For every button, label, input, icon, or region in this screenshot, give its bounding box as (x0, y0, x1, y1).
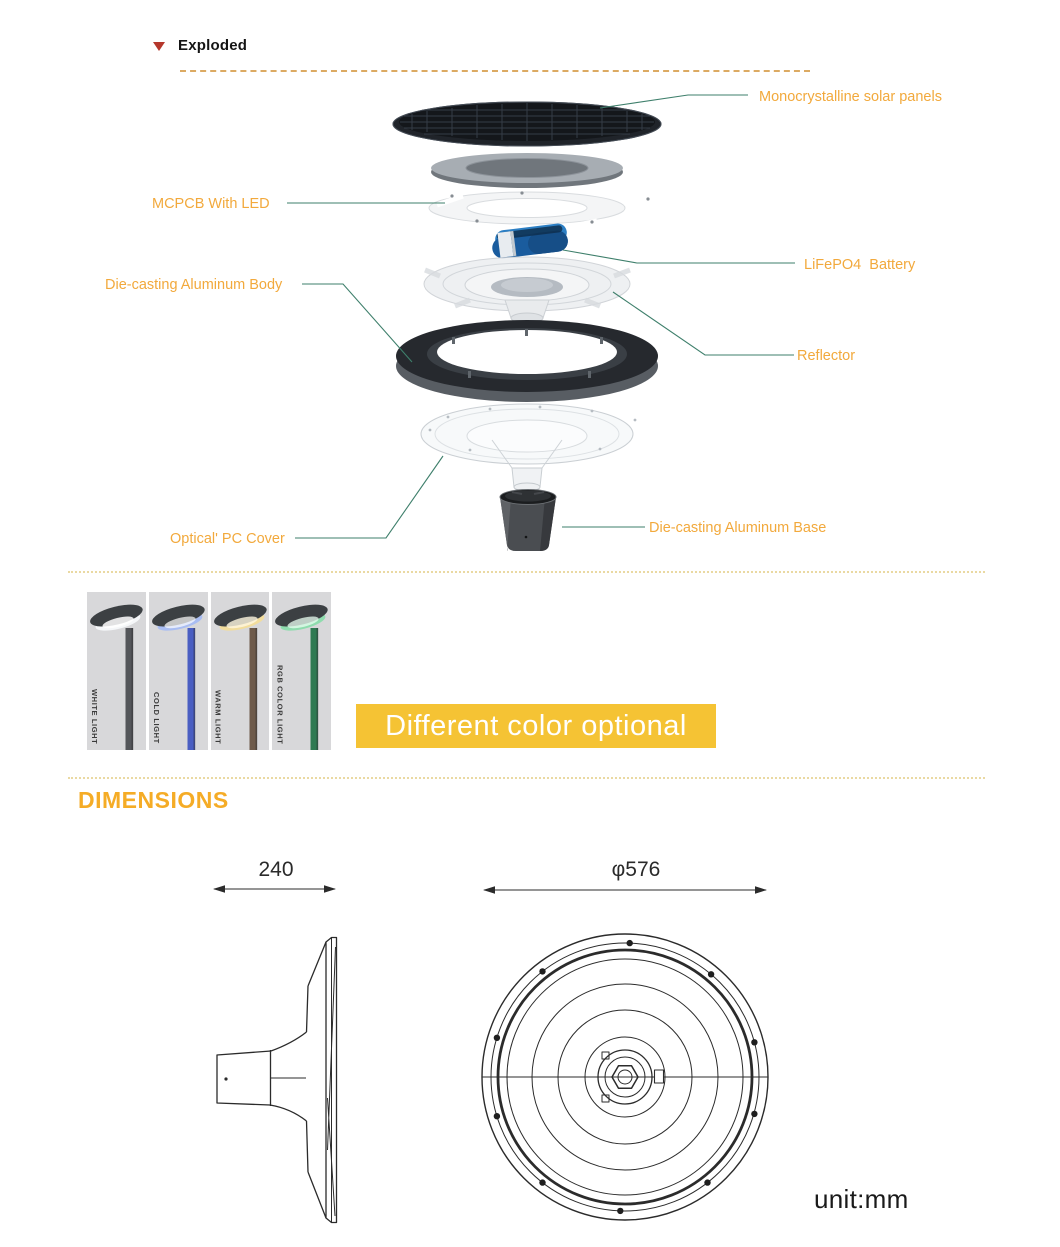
reflector-graphic (424, 257, 630, 323)
label-pc-cover: Optical' PC Cover (170, 531, 285, 547)
separator-bottom (68, 777, 985, 779)
unit-label: unit:mm (814, 1184, 909, 1214)
pc-cover-graphic (421, 404, 636, 497)
aluminum-body-graphic (396, 320, 658, 402)
label-solar-panel: Monocrystalline solar panels (759, 89, 942, 105)
metal-ring-graphic (431, 153, 623, 188)
separator-top (68, 571, 985, 573)
top-view-drawing (482, 934, 768, 1220)
panel-label: COLD LIGHT (151, 692, 161, 744)
side-view-drawing (217, 938, 337, 1223)
dimensions-drawing (213, 885, 768, 1222)
color-strip (87, 592, 331, 750)
color-panel-cold (149, 592, 208, 750)
panel-label: WHITE LIGHT (90, 688, 99, 744)
exploded-diagram (287, 95, 795, 551)
dimensions-title: DIMENSIONS (78, 787, 229, 813)
label-aluminum-base: Die-casting Aluminum Base (649, 520, 827, 536)
triangle-down-icon (153, 42, 165, 51)
label-aluminum-body: Die-casting Aluminum Body (105, 277, 283, 293)
width-dim-label: 240 (258, 858, 294, 881)
different-color-banner (356, 704, 716, 748)
exploded-divider (180, 70, 810, 72)
diameter-dim-label: φ576 (611, 858, 661, 881)
banner-label: Different color optional (385, 709, 687, 742)
label-reflector: Reflector (797, 348, 856, 364)
label-mcpcb: MCPCB With LED (152, 196, 270, 212)
exploded-section-title: Exploded (178, 37, 248, 54)
aluminum-base-graphic (500, 490, 556, 552)
battery-graphic (490, 222, 569, 259)
panel-label: RGB COLOR LIGHT (275, 664, 285, 744)
color-panel-warm (211, 592, 270, 750)
mcpcb-ring-graphic (429, 191, 650, 227)
diameter-dimension-arrow (483, 886, 767, 893)
solar-panel-graphic (393, 102, 661, 146)
color-panel-white (87, 592, 146, 750)
color-panel-rgb (272, 592, 331, 750)
width-dimension-arrow (213, 885, 336, 892)
label-battery: LiFePO4 Battery (804, 257, 916, 273)
panel-label: WARM LIGHT (213, 689, 223, 744)
